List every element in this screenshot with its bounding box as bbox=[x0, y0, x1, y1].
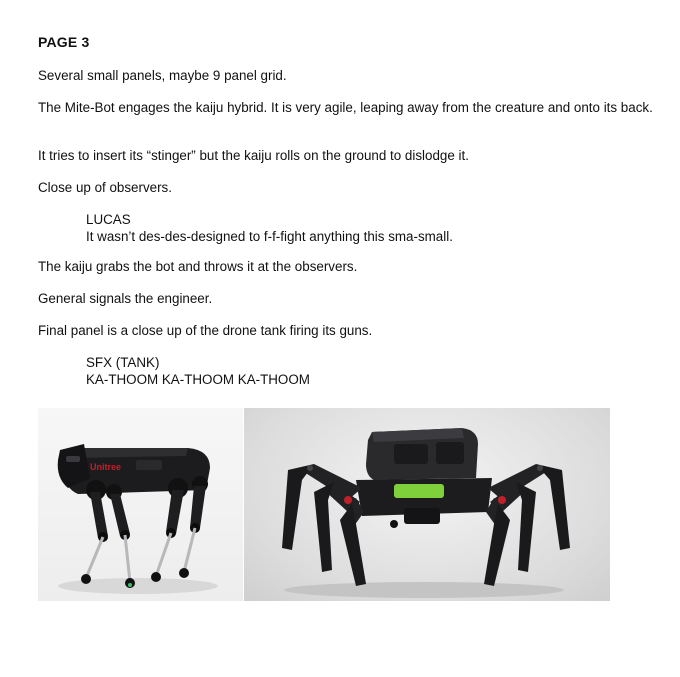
script-paragraph: Several small panels, maybe 9 panel grid. bbox=[38, 68, 287, 83]
robot-dog-photo bbox=[38, 408, 243, 601]
page-heading: PAGE 3 bbox=[38, 34, 90, 50]
dialogue-line: KA-THOOM KA-THOOM KA-THOOM bbox=[86, 372, 310, 387]
dialogue-line: It wasn’t des-des-designed to f-f-fight anything this sma-small. bbox=[86, 229, 453, 244]
svg-text:Unitree: Unitree bbox=[90, 462, 122, 472]
script-paragraph: The kaiju grabs the bot and throws it at the observers. bbox=[38, 259, 358, 274]
spider-robot-photo bbox=[244, 408, 610, 601]
script-paragraph: Close up of observers. bbox=[38, 180, 172, 195]
script-paragraph: It tries to insert its “stinger” but the kaiju rolls on the ground to dislodge it. bbox=[38, 148, 469, 163]
robot-dog-illustration bbox=[38, 408, 243, 601]
script-paragraph: Final panel is a close up of the drone tank firing its guns. bbox=[38, 323, 373, 338]
dialogue-block bbox=[86, 211, 646, 245]
script-paragraph: General signals the engineer. bbox=[38, 291, 213, 306]
spider-robot-illustration bbox=[244, 408, 610, 601]
dialogue-speaker: SFX (TANK) bbox=[86, 355, 160, 370]
dialogue-block bbox=[86, 354, 646, 388]
script-paragraph: The Mite-Bot engages the kaiju hybrid. It is very agile, leaping away from the creature and onto its back. bbox=[38, 100, 653, 115]
dialogue-speaker: LUCAS bbox=[86, 212, 131, 227]
